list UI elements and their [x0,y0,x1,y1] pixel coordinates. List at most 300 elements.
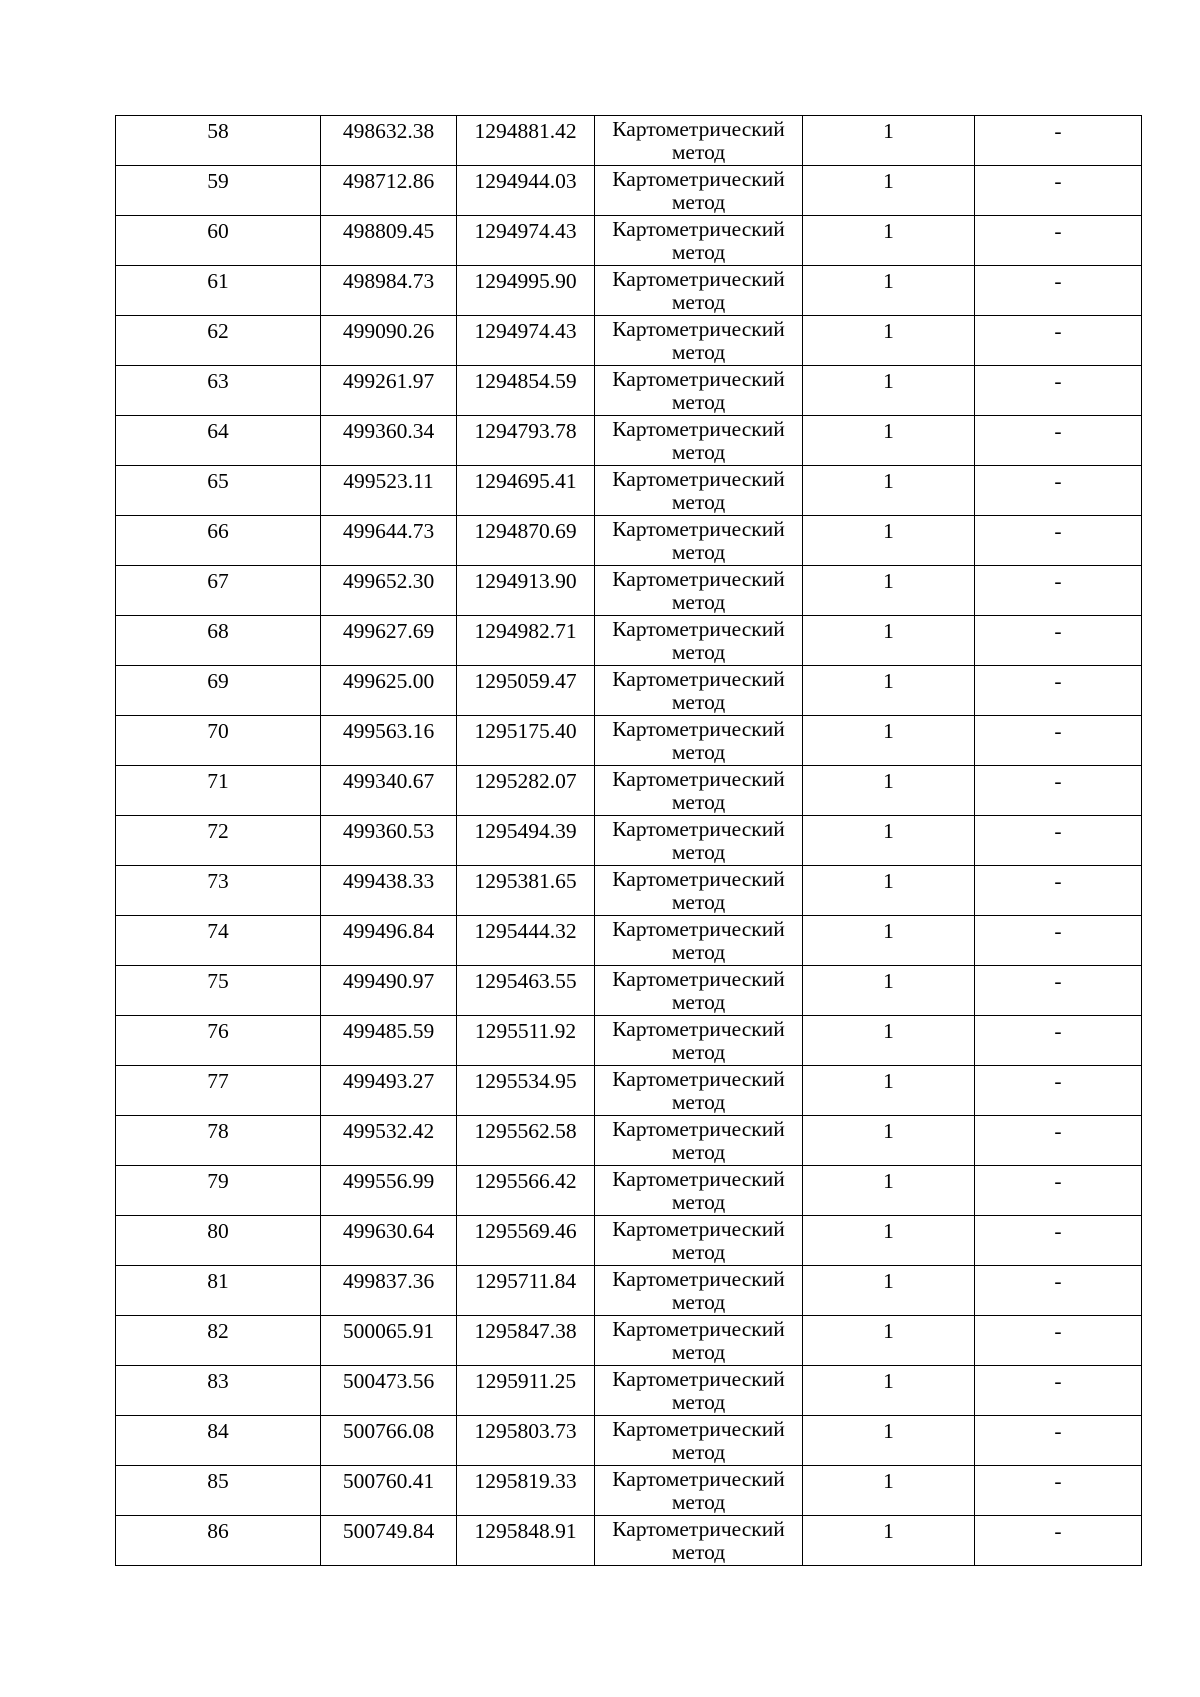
table-row [116,1266,1142,1316]
point-number-value: 64 [207,419,229,443]
method-value: Картометрический метод [612,1267,785,1314]
note-value: - [1054,519,1062,543]
y-coordinate-value: 1294695.41 [474,469,577,493]
note-value: - [1054,369,1062,393]
method-cell [595,1366,803,1416]
y-coordinate-value: 1295059.47 [474,669,577,693]
table-body [116,116,1142,1566]
point-number-cell [116,116,321,166]
table-row [116,216,1142,266]
accuracy-value: 1 [883,1469,894,1493]
accuracy-value: 1 [883,1119,894,1143]
x-coordinate-cell [321,1466,457,1516]
table-row [116,416,1142,466]
note-cell [975,1216,1142,1266]
accuracy-value: 1 [883,369,894,393]
point-number-cell [116,366,321,416]
y-coordinate-cell [457,366,595,416]
x-coordinate-value: 500749.84 [342,1519,435,1543]
x-coordinate-value: 499496.84 [342,919,435,943]
table-row [116,1516,1142,1566]
accuracy-cell [803,1116,975,1166]
note-cell [975,116,1142,166]
accuracy-cell [803,1516,975,1566]
point-number-cell [116,416,321,466]
accuracy-value: 1 [883,919,894,943]
method-value: Картометрический метод [612,367,785,414]
y-coordinate-cell [457,816,595,866]
accuracy-value: 1 [883,169,894,193]
method-value: Картометрический метод [612,917,785,964]
note-value: - [1054,169,1062,193]
y-coordinate-cell [457,966,595,1016]
note-cell [975,216,1142,266]
method-value: Картометрический метод [612,667,785,714]
accuracy-value: 1 [883,619,894,643]
y-coordinate-value: 1295444.32 [474,919,577,943]
accuracy-cell [803,616,975,666]
note-value: - [1054,1119,1062,1143]
y-coordinate-value: 1294944.03 [474,169,577,193]
point-number-cell [116,1466,321,1516]
method-value: Картометрический метод [612,1417,785,1464]
table-row [116,466,1142,516]
x-coordinate-cell [321,766,457,816]
point-number-value: 78 [207,1119,229,1143]
accuracy-cell [803,916,975,966]
method-cell [595,1516,803,1566]
y-coordinate-cell [457,1166,595,1216]
method-cell [595,516,803,566]
x-coordinate-value: 499837.36 [342,1269,435,1293]
note-cell [975,316,1142,366]
note-cell [975,766,1142,816]
y-coordinate-value: 1294793.78 [474,419,577,443]
x-coordinate-cell [321,966,457,1016]
x-coordinate-cell [321,1066,457,1116]
accuracy-cell [803,466,975,516]
accuracy-cell [803,1466,975,1516]
note-cell [975,416,1142,466]
point-number-value: 77 [207,1069,229,1093]
accuracy-cell [803,1366,975,1416]
accuracy-value: 1 [883,719,894,743]
method-value: Картометрический метод [612,267,785,314]
point-number-value: 84 [207,1419,229,1443]
point-number-value: 62 [207,319,229,343]
note-value: - [1054,1169,1062,1193]
method-cell [595,1066,803,1116]
y-coordinate-value: 1295569.46 [474,1219,577,1243]
x-coordinate-cell [321,1166,457,1216]
method-cell [595,1116,803,1166]
note-value: - [1054,219,1062,243]
y-coordinate-cell [457,1466,595,1516]
accuracy-value: 1 [883,1319,894,1343]
point-number-cell [116,616,321,666]
point-number-cell [116,1366,321,1416]
note-cell [975,366,1142,416]
x-coordinate-value: 499090.26 [342,319,435,343]
point-number-cell [116,1266,321,1316]
note-cell [975,1516,1142,1566]
x-coordinate-value: 499630.64 [342,1219,435,1243]
table-row [116,866,1142,916]
x-coordinate-value: 498712.86 [342,169,435,193]
x-coordinate-cell [321,1416,457,1466]
point-number-value: 69 [207,669,229,693]
y-coordinate-cell [457,416,595,466]
table-row [116,266,1142,316]
table-row [116,116,1142,166]
accuracy-cell [803,516,975,566]
note-cell [975,916,1142,966]
x-coordinate-cell [321,166,457,216]
table-row [116,366,1142,416]
method-cell [595,1166,803,1216]
note-cell [975,966,1142,1016]
point-number-cell [116,1516,321,1566]
accuracy-cell [803,966,975,1016]
accuracy-cell [803,866,975,916]
x-coordinate-value: 500766.08 [342,1419,435,1443]
x-coordinate-value: 499644.73 [342,519,435,543]
method-cell [595,966,803,1016]
table-row [116,1166,1142,1216]
y-coordinate-value: 1295848.91 [474,1519,577,1543]
y-coordinate-cell [457,716,595,766]
accuracy-value: 1 [883,1019,894,1043]
x-coordinate-value: 499627.69 [342,619,435,643]
accuracy-value: 1 [883,269,894,293]
y-coordinate-cell [457,866,595,916]
accuracy-cell [803,366,975,416]
y-coordinate-cell [457,916,595,966]
y-coordinate-cell [457,1066,595,1116]
method-value: Картометрический метод [612,567,785,614]
point-number-cell [116,1216,321,1266]
y-coordinate-cell [457,1316,595,1366]
y-coordinate-value: 1295803.73 [474,1419,577,1443]
accuracy-cell [803,216,975,266]
note-cell [975,1416,1142,1466]
point-number-value: 83 [207,1369,229,1393]
point-number-value: 66 [207,519,229,543]
x-coordinate-value: 499625.00 [342,669,435,693]
note-value: - [1054,919,1062,943]
y-coordinate-cell [457,566,595,616]
note-value: - [1054,1369,1062,1393]
table-row [116,666,1142,716]
point-number-value: 61 [207,269,229,293]
note-value: - [1054,819,1062,843]
y-coordinate-cell [457,1266,595,1316]
accuracy-value: 1 [883,1169,894,1193]
note-cell [975,566,1142,616]
note-value: - [1054,619,1062,643]
x-coordinate-value: 500760.41 [342,1469,435,1493]
x-coordinate-value: 499563.16 [342,719,435,743]
method-cell [595,716,803,766]
y-coordinate-value: 1295819.33 [474,1469,577,1493]
note-value: - [1054,1319,1062,1343]
note-value: - [1054,1219,1062,1243]
point-number-value: 59 [207,169,229,193]
table-row [116,316,1142,366]
method-value: Картометрический метод [612,617,785,664]
y-coordinate-value: 1295282.07 [474,769,577,793]
x-coordinate-cell [321,1316,457,1366]
note-value: - [1054,269,1062,293]
accuracy-cell [803,716,975,766]
note-value: - [1054,1269,1062,1293]
x-coordinate-cell [321,1116,457,1166]
accuracy-cell [803,766,975,816]
y-coordinate-value: 1295534.95 [474,1069,577,1093]
y-coordinate-cell [457,1366,595,1416]
note-value: - [1054,869,1062,893]
method-value: Картометрический метод [612,117,785,164]
y-coordinate-cell [457,1216,595,1266]
accuracy-value: 1 [883,769,894,793]
note-cell [975,1266,1142,1316]
note-cell [975,166,1142,216]
table-row [116,1066,1142,1116]
method-cell [595,316,803,366]
x-coordinate-cell [321,616,457,666]
point-number-cell [116,216,321,266]
accuracy-value: 1 [883,869,894,893]
table-row [116,916,1142,966]
accuracy-value: 1 [883,319,894,343]
x-coordinate-cell [321,1516,457,1566]
x-coordinate-cell [321,566,457,616]
table-row [116,166,1142,216]
x-coordinate-value: 499523.11 [343,469,434,493]
note-value: - [1054,1019,1062,1043]
point-number-value: 63 [207,369,229,393]
method-cell [595,366,803,416]
method-value: Картометрический метод [612,1367,785,1414]
point-number-value: 73 [207,869,229,893]
note-value: - [1054,469,1062,493]
method-cell [595,266,803,316]
point-number-cell [116,1316,321,1366]
method-value: Картометрический метод [612,217,785,264]
accuracy-value: 1 [883,819,894,843]
accuracy-value: 1 [883,969,894,993]
y-coordinate-value: 1294913.90 [474,569,577,593]
accuracy-value: 1 [883,1419,894,1443]
y-coordinate-value: 1294881.42 [474,119,577,143]
point-number-cell [116,1016,321,1066]
accuracy-value: 1 [883,1269,894,1293]
x-coordinate-cell [321,216,457,266]
table-row [116,1366,1142,1416]
y-coordinate-value: 1295566.42 [474,1169,577,1193]
y-coordinate-cell [457,666,595,716]
note-value: - [1054,969,1062,993]
x-coordinate-value: 499556.99 [342,1169,435,1193]
table-row [116,766,1142,816]
x-coordinate-value: 499438.33 [342,869,435,893]
y-coordinate-cell [457,116,595,166]
accuracy-cell [803,166,975,216]
method-cell [595,1266,803,1316]
note-cell [975,816,1142,866]
x-coordinate-value: 498632.38 [342,119,435,143]
point-number-cell [116,566,321,616]
y-coordinate-value: 1295511.92 [474,1019,577,1043]
accuracy-value: 1 [883,419,894,443]
point-number-value: 67 [207,569,229,593]
note-cell [975,616,1142,666]
note-value: - [1054,719,1062,743]
method-value: Картометрический метод [612,967,785,1014]
accuracy-value: 1 [883,519,894,543]
accuracy-cell [803,816,975,866]
y-coordinate-value: 1294982.71 [474,619,577,643]
accuracy-value: 1 [883,569,894,593]
note-cell [975,1016,1142,1066]
accuracy-value: 1 [883,219,894,243]
y-coordinate-value: 1295911.25 [474,1369,577,1393]
method-cell [595,616,803,666]
note-value: - [1054,669,1062,693]
point-number-value: 65 [207,469,229,493]
method-cell [595,116,803,166]
x-coordinate-value: 499652.30 [342,569,435,593]
accuracy-cell [803,1066,975,1116]
x-coordinate-value: 499261.97 [342,369,435,393]
y-coordinate-cell [457,466,595,516]
x-coordinate-value: 499490.97 [342,969,435,993]
method-cell [595,1416,803,1466]
note-cell [975,1316,1142,1366]
table-row [116,1216,1142,1266]
table-row [116,516,1142,566]
y-coordinate-value: 1295847.38 [474,1319,577,1343]
method-value: Картометрический метод [612,317,785,364]
y-coordinate-value: 1295711.84 [474,1269,577,1293]
method-cell [595,216,803,266]
coordinates-table [115,115,1142,1566]
method-cell [595,816,803,866]
x-coordinate-cell [321,266,457,316]
point-number-cell [116,1416,321,1466]
note-value: - [1054,1519,1062,1543]
method-value: Картометрический метод [612,417,785,464]
point-number-value: 82 [207,1319,229,1343]
note-cell [975,1366,1142,1416]
point-number-value: 75 [207,969,229,993]
x-coordinate-cell [321,116,457,166]
accuracy-cell [803,1416,975,1466]
method-value: Картометрический метод [612,1167,785,1214]
y-coordinate-cell [457,766,595,816]
x-coordinate-cell [321,1016,457,1066]
method-value: Картометрический метод [612,1067,785,1114]
y-coordinate-value: 1294974.43 [474,319,577,343]
x-coordinate-cell [321,716,457,766]
accuracy-cell [803,416,975,466]
accuracy-value: 1 [883,1069,894,1093]
method-value: Картометрический метод [612,1517,785,1564]
point-number-cell [116,966,321,1016]
accuracy-cell [803,666,975,716]
point-number-value: 60 [207,219,229,243]
table-row [116,1116,1142,1166]
table-row [116,816,1142,866]
note-cell [975,466,1142,516]
point-number-value: 58 [207,119,229,143]
note-cell [975,516,1142,566]
x-coordinate-cell [321,1366,457,1416]
method-cell [595,666,803,716]
note-cell [975,866,1142,916]
x-coordinate-cell [321,1266,457,1316]
x-coordinate-cell [321,866,457,916]
y-coordinate-cell [457,1116,595,1166]
table-row [116,966,1142,1016]
point-number-cell [116,816,321,866]
accuracy-value: 1 [883,1519,894,1543]
point-number-value: 81 [207,1269,229,1293]
table-row [116,1016,1142,1066]
point-number-cell [116,766,321,816]
accuracy-value: 1 [883,119,894,143]
point-number-cell [116,466,321,516]
y-coordinate-cell [457,1416,595,1466]
x-coordinate-value: 499360.34 [342,419,435,443]
x-coordinate-cell [321,1216,457,1266]
y-coordinate-value: 1295381.65 [474,869,577,893]
method-cell [595,1016,803,1066]
x-coordinate-value: 500473.56 [342,1369,435,1393]
method-value: Картометрический метод [612,767,785,814]
note-cell [975,666,1142,716]
x-coordinate-value: 499360.53 [342,819,435,843]
note-value: - [1054,119,1062,143]
method-cell [595,1316,803,1366]
y-coordinate-value: 1295494.39 [474,819,577,843]
y-coordinate-value: 1294870.69 [474,519,577,543]
note-value: - [1054,569,1062,593]
x-coordinate-value: 499485.59 [342,1019,435,1043]
x-coordinate-value: 498809.45 [342,219,435,243]
accuracy-value: 1 [883,669,894,693]
x-coordinate-cell [321,416,457,466]
y-coordinate-value: 1294854.59 [474,369,577,393]
y-coordinate-cell [457,1016,595,1066]
y-coordinate-value: 1294995.90 [474,269,577,293]
y-coordinate-cell [457,316,595,366]
note-value: - [1054,419,1062,443]
y-coordinate-cell [457,516,595,566]
method-cell [595,866,803,916]
point-number-value: 68 [207,619,229,643]
method-value: Картометрический метод [612,1017,785,1064]
y-coordinate-value: 1295175.40 [474,719,577,743]
y-coordinate-cell [457,616,595,666]
y-coordinate-cell [457,1516,595,1566]
y-coordinate-value: 1294974.43 [474,219,577,243]
accuracy-value: 1 [883,1369,894,1393]
accuracy-cell [803,1266,975,1316]
accuracy-cell [803,1316,975,1366]
point-number-cell [116,1116,321,1166]
point-number-value: 85 [207,1469,229,1493]
